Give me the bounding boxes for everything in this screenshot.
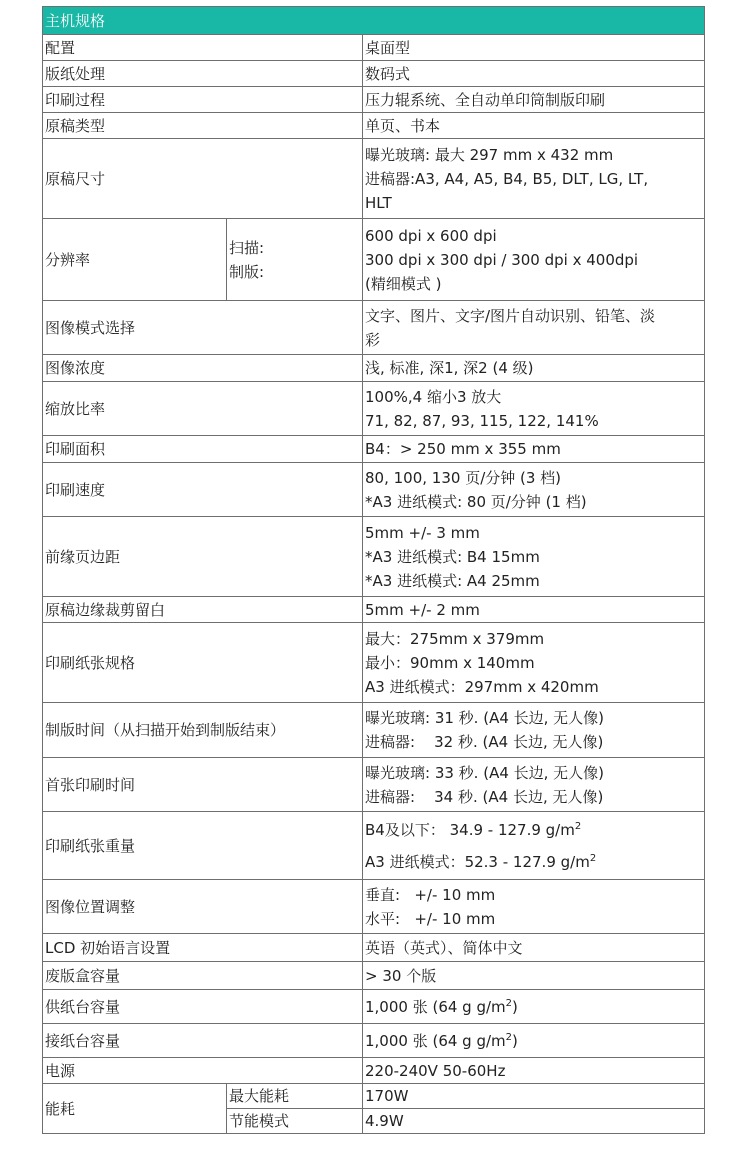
table-row: [43, 219, 705, 301]
value-line: 最小：90mm x 140mm: [365, 653, 535, 672]
row-value: [363, 1024, 705, 1058]
value-text: 1,000 张 (64 g g/m: [365, 997, 506, 1016]
row-label: LCD 初始语言设置: [43, 934, 363, 962]
row-label: 首张印刷时间: [43, 758, 363, 812]
row-value: 4.9W: [363, 1109, 705, 1134]
row-label: 分辨率: [43, 219, 227, 301]
row-label: 配置: [43, 35, 363, 61]
row-value: 浅, 标准, 深1, 深2 (4 级): [363, 355, 705, 382]
row-value: 170W: [363, 1084, 705, 1109]
table-row: [43, 463, 705, 517]
row-value: 英语（英式）、简体中文: [363, 934, 705, 962]
value-line: 彩: [365, 330, 381, 349]
row-label: 废版盒容量: [43, 962, 363, 990]
table-row: [43, 880, 705, 934]
superscript: 2: [505, 1031, 513, 1043]
row-label: 原稿边缘裁剪留白: [43, 597, 363, 623]
table-row: [43, 436, 705, 463]
row-value: > 30 个版: [363, 962, 705, 990]
value-line: 进稿器:A3, A4, A5, B4, B5, DLT, LG, LT,: [365, 169, 649, 188]
row-label: 印刷纸张规格: [43, 623, 363, 703]
row-label: 前缘页边距: [43, 517, 363, 597]
value-line: 曝光玻璃: 最大 297 mm x 432 mm: [365, 145, 614, 164]
value-line: (精细模式 ): [365, 274, 442, 293]
table-row: [43, 962, 705, 990]
row-value: 220-240V 50-60Hz: [363, 1058, 705, 1084]
table-row: [43, 758, 705, 812]
row-value: [363, 517, 705, 597]
table-row: [43, 301, 705, 355]
value-line: HLT: [365, 193, 392, 212]
row-value: 5mm +/- 2 mm: [363, 597, 705, 623]
row-label: 能耗: [43, 1084, 227, 1134]
row-label: 图像模式选择: [43, 301, 363, 355]
row-value: [363, 139, 705, 219]
value-line: *A3 进纸模式: B4 15mm: [365, 547, 540, 566]
sub-label: 制版:: [229, 262, 265, 281]
value-line: 100%,4 缩小3 放大: [365, 387, 502, 406]
row-value: [363, 990, 705, 1024]
value-line: 80, 100, 130 页/分钟 (3 档): [365, 468, 562, 487]
row-label: 印刷面积: [43, 436, 363, 463]
table-row: [43, 703, 705, 758]
value-tail: ): [512, 1031, 518, 1050]
row-label: 印刷纸张重量: [43, 812, 363, 880]
row-value: [363, 301, 705, 355]
table-row: [43, 812, 705, 880]
row-value: [363, 219, 705, 301]
table-header: 主机规格: [43, 7, 705, 35]
table-row: [43, 113, 705, 139]
spec-table: [42, 6, 705, 1134]
table-row: [43, 990, 705, 1024]
table-row: [43, 355, 705, 382]
value-line: 进稿器: 32 秒. (A4 长边, 无人像): [365, 733, 604, 751]
table-row: [43, 1058, 705, 1084]
table-header-row: [43, 7, 705, 35]
row-sublabels: [227, 219, 363, 301]
value-line: *A3 进纸模式: 80 页/分钟 (1 档): [365, 492, 587, 511]
row-label: 印刷速度: [43, 463, 363, 517]
row-value: 数码式: [363, 61, 705, 87]
row-value: 压力辊系统、全自动单印筒制版印刷: [363, 87, 705, 113]
table-row: [43, 61, 705, 87]
sub-label: 扫描:: [229, 238, 265, 257]
row-value: [363, 880, 705, 934]
row-value: [363, 758, 705, 812]
row-value: B4：> 250 mm x 355 mm: [363, 436, 705, 463]
value-line: 600 dpi x 600 dpi: [365, 226, 497, 245]
row-label: 原稿尺寸: [43, 139, 363, 219]
value-text: A3 进纸模式：52.3 - 127.9 g/m: [365, 852, 590, 871]
row-label: 接纸台容量: [43, 1024, 363, 1058]
superscript: 2: [589, 852, 597, 864]
value-line: 水平: +/- 10 mm: [365, 909, 496, 928]
value-line: 5mm +/- 3 mm: [365, 523, 480, 542]
row-value: 单页、书本: [363, 113, 705, 139]
row-label: 印刷过程: [43, 87, 363, 113]
table-row: [43, 934, 705, 962]
value-line: A3 进纸模式：297mm x 420mm: [365, 677, 599, 696]
row-value: [363, 812, 705, 880]
value-line: 71, 82, 87, 93, 115, 122, 141%: [365, 411, 599, 430]
superscript: 2: [505, 997, 513, 1009]
table-row: [43, 382, 705, 436]
value-line: 曝光玻璃: 33 秒. (A4 长边, 无人像): [365, 763, 605, 782]
table-row: [43, 35, 705, 61]
row-value: [363, 463, 705, 517]
row-label: 电源: [43, 1058, 363, 1084]
table-row: [43, 517, 705, 597]
value-line: 文字、图片、文字/图片自动识别、铅笔、淡: [365, 306, 656, 325]
value-line: [365, 846, 702, 878]
row-label: 缩放比率: [43, 382, 363, 436]
table-row: [43, 87, 705, 113]
row-label: 版纸处理: [43, 61, 363, 87]
superscript: 2: [574, 820, 582, 832]
row-value: [363, 623, 705, 703]
value-line: 进稿器: 34 秒. (A4 长边, 无人像): [365, 787, 604, 806]
row-label: 图像位置调整: [43, 880, 363, 934]
row-label: 原稿类型: [43, 113, 363, 139]
sub-label: 最大能耗: [227, 1084, 363, 1109]
value-line: 300 dpi x 300 dpi / 300 dpi x 400dpi: [365, 250, 639, 269]
value-line: [365, 814, 702, 846]
row-value: [363, 382, 705, 436]
table-row: [43, 1084, 705, 1109]
sub-label: 节能模式: [227, 1109, 363, 1134]
value-line: 垂直: +/- 10 mm: [365, 885, 496, 904]
row-value: 桌面型: [363, 35, 705, 61]
table-row: [43, 623, 705, 703]
row-label: 图像浓度: [43, 355, 363, 382]
value-tail: ): [512, 997, 518, 1016]
value-text: B4及以下： 34.9 - 127.9 g/m: [365, 820, 575, 839]
value-line: 曝光玻璃: 31 秒. (A4 长边, 无人像): [365, 709, 605, 727]
table-row: [43, 1024, 705, 1058]
table-row: [43, 597, 705, 623]
table-row: [43, 139, 705, 219]
row-label: 制版时间（从扫描开始到制版结束）: [43, 703, 363, 758]
value-line: *A3 进纸模式: A4 25mm: [365, 571, 540, 590]
row-label: 供纸台容量: [43, 990, 363, 1024]
row-value: [363, 703, 705, 758]
value-text: 1,000 张 (64 g g/m: [365, 1031, 506, 1050]
value-line: 最大：275mm x 379mm: [365, 629, 545, 648]
